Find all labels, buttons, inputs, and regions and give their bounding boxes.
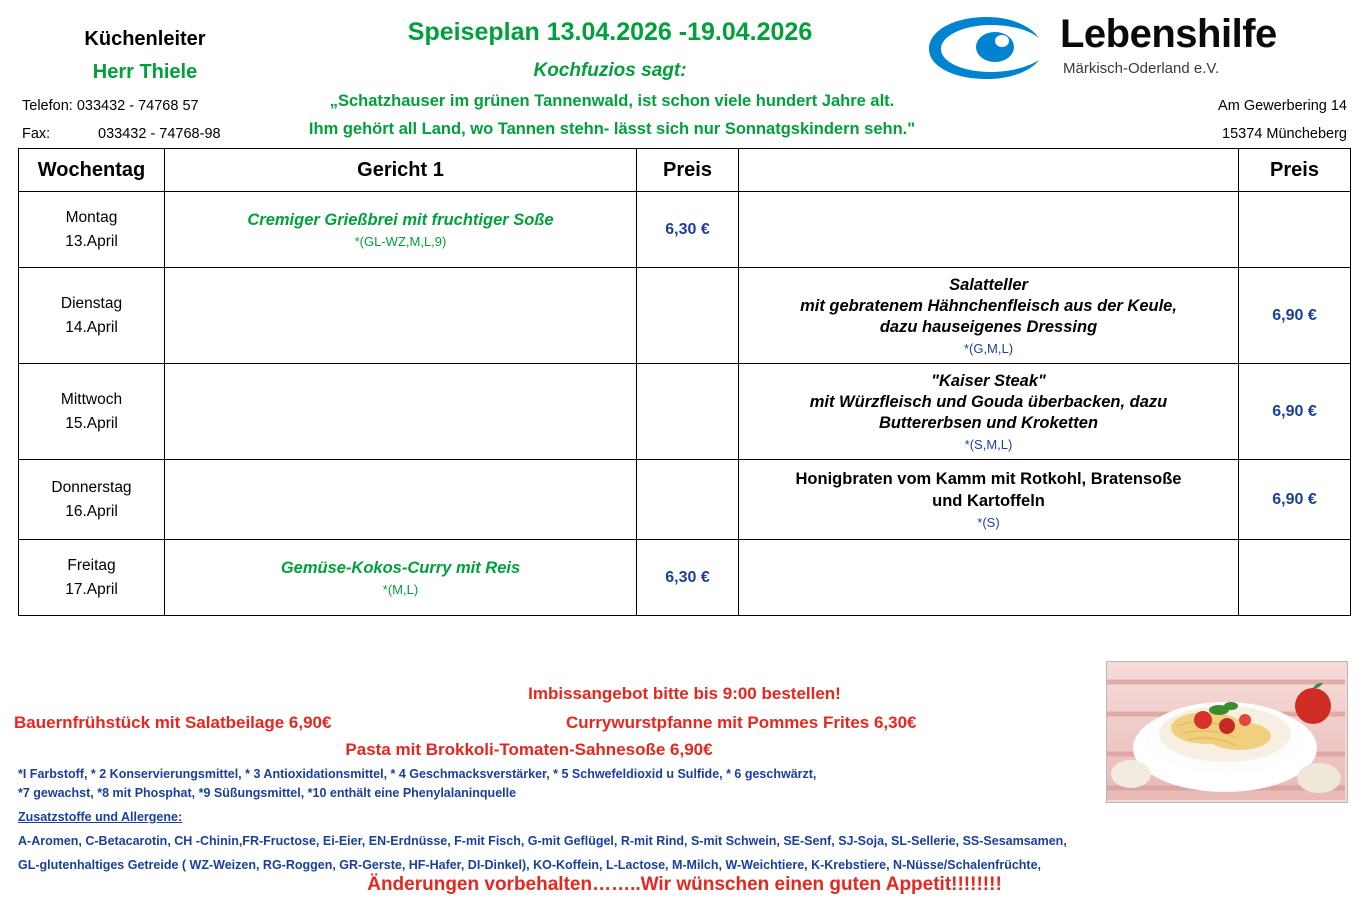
dish1-cell [165, 460, 637, 540]
dish2-allergens: *(G,M,L) [963, 341, 1014, 357]
col-header-price1: Preis [637, 149, 739, 192]
col-header-weekday: Wochentag [19, 149, 165, 192]
price1-cell [637, 268, 739, 364]
lebenshilfe-logo [925, 10, 1345, 88]
day-name: Donnerstag [51, 479, 132, 497]
day-name: Montag [65, 209, 118, 227]
day-cell [19, 192, 165, 268]
price2-cell: 6,90 € [1239, 460, 1351, 540]
col-header-dish2 [739, 149, 1239, 192]
allergen-line-1: A-Aromen, C-Betacarotin, CH -Chinin,FR-Fructose, Ei-Eier, EN-Erdnüsse, F-mit Fisch, G-mit Geflügel, R-mit Rind, S-mit Schwein, SE-Senf, SJ-Soja, SL-Sellerie, SS-Sesamsamen, [18, 834, 1067, 849]
imbiss-offer-right: Currywurstpfanne mit Pommes Frites 6,30€ [566, 713, 917, 732]
dish2-cell [739, 268, 1239, 364]
dish2-cell [739, 540, 1239, 616]
price1-cell: 6,30 € [637, 540, 739, 616]
table-row [19, 460, 1351, 540]
day-date: 13.April [65, 232, 118, 250]
price1-cell: 6,30 € [637, 192, 739, 268]
fax-line [22, 126, 221, 142]
dish2-allergens: *(S,M,L) [964, 437, 1013, 453]
phone-label: Telefon: [22, 98, 73, 114]
additives-legend [18, 765, 1088, 875]
day-cell [19, 540, 165, 616]
menu-table [18, 148, 1351, 616]
dish2-name: Honigbraten vom Kamm mit Rotkohl, Bratensoße und Kartoffeln [795, 470, 1182, 510]
price1-cell [637, 364, 739, 460]
allergen-line-2: GL-glutenhaltiges Getreide ( WZ-Weizen, RG-Roggen, GR-Gerste, HF-Hafer, DI-Dinkel), KO-Koffein, L-Lactose, M-Milch, W-Weichtiere, K-Krebstiere, N-Nüsse/Schalenfrüchte, [18, 858, 1042, 873]
fax-label: Fax: [22, 126, 51, 142]
additives-line-2: *7 gewachst, *8 mit Phosphat, *9 Süßungsmittel, *10 enthält eine Phenylalaninquelle [18, 786, 517, 801]
lebenshilfe-mark-icon [925, 14, 1050, 82]
dish1-name: Gemüse-Kokos-Curry mit Reis [280, 558, 521, 577]
dish2-cell [739, 364, 1239, 460]
col-header-dish1: Gericht 1 [165, 149, 637, 192]
document-header [0, 0, 1369, 146]
dish1-allergens: *(M,L) [382, 582, 419, 598]
day-date: 14.April [65, 318, 118, 336]
food-photo [1106, 661, 1348, 803]
page-title: Speiseplan 13.04.2026 -19.04.2026 [407, 18, 813, 46]
day-cell [19, 268, 165, 364]
dish1-cell [165, 268, 637, 364]
imbiss-offer-center: Pasta mit Brokkoli-Tomaten-Sahnesoße 6,90€ [345, 740, 713, 759]
logo-wordmark: Lebenshilfe [1060, 12, 1277, 56]
day-date: 17.April [65, 580, 118, 598]
dish1-cell [165, 540, 637, 616]
phone-value: 033432 - 74768 57 [76, 98, 199, 114]
table-row [19, 540, 1351, 616]
additives-line-1: *I Farbstoff, * 2 Konservierungsmittel, * 3 Antioxidationsmittel, * 4 Geschmacksverstärker, * 5 Schwefeldioxid u Sulfide, * 6 geschwärzt, [18, 767, 817, 781]
fax-value: 033432 - 74768-98 [98, 126, 221, 142]
dish1-allergens: *(GL-WZ,M,L,9) [354, 234, 447, 250]
dish1-cell [165, 192, 637, 268]
table-row [19, 268, 1351, 364]
day-name: Dienstag [60, 295, 123, 313]
day-date: 15.April [65, 414, 118, 432]
day-name: Mittwoch [60, 391, 123, 409]
price1-cell [637, 460, 739, 540]
price2-cell: 6,90 € [1239, 364, 1351, 460]
phone-line [22, 98, 199, 114]
day-date: 16.April [65, 502, 118, 520]
saying-line-2: Ihm gehört all Land, wo Tannen stehn- lässt sich nur Sonnatgskindern sehn." [308, 120, 916, 138]
price2-cell [1239, 192, 1351, 268]
imbiss-headline: Imbissangebot bitte bis 9:00 bestellen! [528, 684, 841, 703]
closing-note: Änderungen vorbehalten……..Wir wünschen einen guten Appetit!!!!!!!! [367, 874, 1002, 895]
dish2-name: "Kaiser Steak" mit Würzfleisch und Gouda überbacken, dazu Buttererbsen und Kroketten [809, 371, 1168, 433]
day-cell [19, 364, 165, 460]
col-header-price2: Preis [1239, 149, 1351, 192]
dish2-cell [739, 192, 1239, 268]
price2-cell [1239, 540, 1351, 616]
table-header-row [19, 149, 1351, 192]
table-row [19, 364, 1351, 460]
price2-cell: 6,90 € [1239, 268, 1351, 364]
saying-line-1: „Schatzhauser im grünen Tannenwald, ist schon viele hundert Jahre alt. [329, 92, 895, 110]
dish2-name: Salatteller mit gebratenem Hähnchenfleisch aus der Keule, dazu hauseigenes Dressing [800, 275, 1177, 337]
additives-heading: Zusatzstoffe und Allergene: [18, 809, 183, 824]
kochfuzio-subtitle: Kochfuzios sagt: [533, 60, 687, 81]
logo-subline: Märkisch-Oderland e.V. [1063, 60, 1220, 77]
dish2-cell [739, 460, 1239, 540]
address-line-2: 15374 Müncheberg [1222, 126, 1347, 142]
address-line-1: Am Gewerbering 14 [1218, 98, 1347, 114]
day-cell [19, 460, 165, 540]
table-row [19, 192, 1351, 268]
day-name: Freitag [67, 557, 116, 575]
dish1-name: Cremiger Grießbrei mit fruchtiger Soße [247, 210, 554, 229]
dish2-allergens: *(S) [977, 514, 1000, 530]
imbiss-offer-left: Bauernfrühstück mit Salatbeilage 6,90€ [14, 713, 332, 732]
kitchen-lead-name: Herr Thiele [92, 61, 198, 83]
kitchen-lead-title: Küchenleiter [84, 28, 206, 50]
dish1-cell [165, 364, 637, 460]
